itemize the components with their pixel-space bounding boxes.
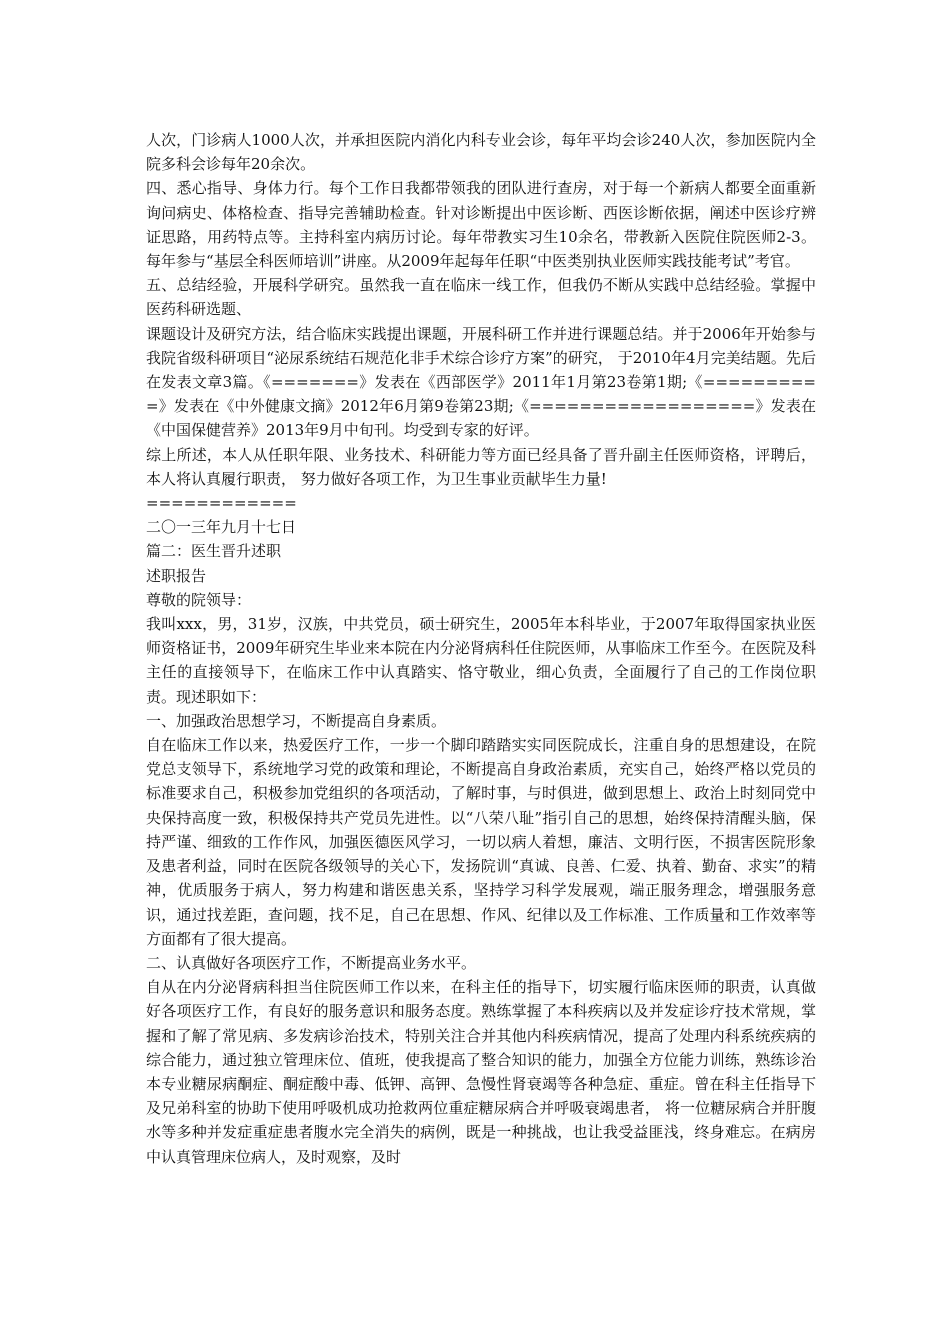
paragraph-medical: 自从在内分泌肾病科担当住院医师工作以来，在科主任的指导下，切实履行临床医师的职责，认真做好各项医疗工作，有良好的服务意识和服务态度。熟练掌握了本科疾病以及并发症诊疗技术常规，掌握和了解了常见病、多发病诊治技术，特别关注合并其他内科疾病情况，提高了处理内科系统疾病的综合能力，通过独立管理床位、值班，使我提高了整合知识的能力，加强全方位能力训练，熟练诊治本专业糖尿病酮症、酮症酸中毒、低钾、高钾、急慢性肾衰竭等各种急症、重症。曾在科主任指导下及兄弟科室的协助下使用呼吸机成功抢救两位重症糖尿病合并呼吸衰竭患者， 将一位糖尿病合并肝腹水等多种并发症重症患者腹水完全消失的病例，既是一种挑战，也让我受益匪浅，终身难忘。在病房中认真管理床位病人，及时观察，及时 bbox=[146, 978, 816, 1166]
document-body bbox=[146, 128, 816, 1169]
paragraph-intro: 我叫xxx，男，31岁，汉族，中共党员，硕士研究生，2005年本科毕业，于2007年取得国家执业医师资格证书，2009年研究生毕业来本院在内分泌肾病科任住院医师，从事临床工作至今。在医院及科主任的直接领导下，在临床工作中认真踏实、恪守敬业，细心负责，全面履行了自己的工作岗位职责。现述职如下： bbox=[146, 615, 816, 706]
heading-2: 二、认真做好各项医疗工作，不断提高业务水平。 bbox=[146, 953, 477, 972]
paragraph-5: 综上所述，本人从任职年限、业务技术、科研能力等方面已经具备了晋升副主任医师资格，评聘后，本人将认真履行职责， 努力做好各项工作，为卫生事业贡献毕生力量! bbox=[146, 445, 816, 488]
paragraph-politics: 自在临床工作以来，热爱医疗工作，一步一个脚印踏踏实实同医院成长，注重自身的思想建设，在院党总支领导下，系统地学习党的政策和理论，不断提高自身政治素质，充实自己，始终严格以党员的标准要求自己，积极参加党组织的各项活动，了解时事，与时俱进，做到思想上、政治上时刻同党中央保持高度一致，积极保持共产党员先进性。以“八荣八耻”指引自己的思想，始终保持清醒头脑，保持严谨、细致的工作作风，加强医德医风学习，一切以病人着想，廉洁、文明行医，不损害医院形象及患者利益，同时在医院各级领导的关心下，发扬院训“真诚、良善、仁爱、执着、勤奋、求实”的精神，优质服务于病人，努力构建和谐医患关系，坚持学习科学发展观，端正服务理念，增强服务意识，通过找差距，查问题，找不足，自己在思想、作风、纪律以及工作标准、工作质量和工作效率等方面都有了很大提高。 bbox=[146, 736, 816, 948]
heading-1: 一、加强政治思想学习，不断提高自身素质。 bbox=[146, 711, 447, 730]
paragraph-3: 五、总结经验，开展科学研究。虽然我一直在临床一线工作，但我仍不断从实践中总结经验。掌握中医药科研选题、 bbox=[146, 276, 816, 319]
salutation: 尊敬的院领导： bbox=[146, 590, 252, 609]
paragraph-2: 四、悉心指导、身体力行。每个工作日我都带领我的团队进行查房，对于每一个新病人都要全面重新询问病史、体格检查、指导完善辅助检查。针对诊断提出中医诊断、西医诊断依据，阐述中医诊疗辨证思路，用药特点等。主持科室内病历讨论。每年带教实习生10余名，带教新入医院住院医师2-3。每年参与“基层全科医师培训”讲座。从2009年起每年任职“中医类别执业医师实践技能考试”考官。 bbox=[146, 179, 816, 271]
section-title: 篇二：医生晋升述职 bbox=[146, 542, 282, 561]
paragraph-1: 人次，门诊病人1000人次，并承担医院内消化内科专业会诊，每年平均会诊240人次，参加医院内全院多科会诊每年20余次。 bbox=[146, 131, 816, 174]
date-line: 二〇一三年九月十七日 bbox=[146, 518, 297, 537]
separator-line: ============ bbox=[146, 494, 297, 513]
report-title: 述职报告 bbox=[146, 566, 207, 585]
paragraph-4: 课题设计及研究方法，结合临床实践提出课题，开展科研工作并进行课题总结。并于2006年开始参与我院省级科研项目“泌尿系统结石规范化非手术综合诊疗方案”的研究， 于2010年4月完美结题。先后在发表文章3篇。《=======》发表在《西部医学》2011年1月第23卷第1期;《==========》发表在《中外健康文摘》2012年6月第9卷第23期;《==================》发表在《中国保健营养》2013年9月中旬刊。均受到专家的好评。 bbox=[146, 324, 816, 440]
